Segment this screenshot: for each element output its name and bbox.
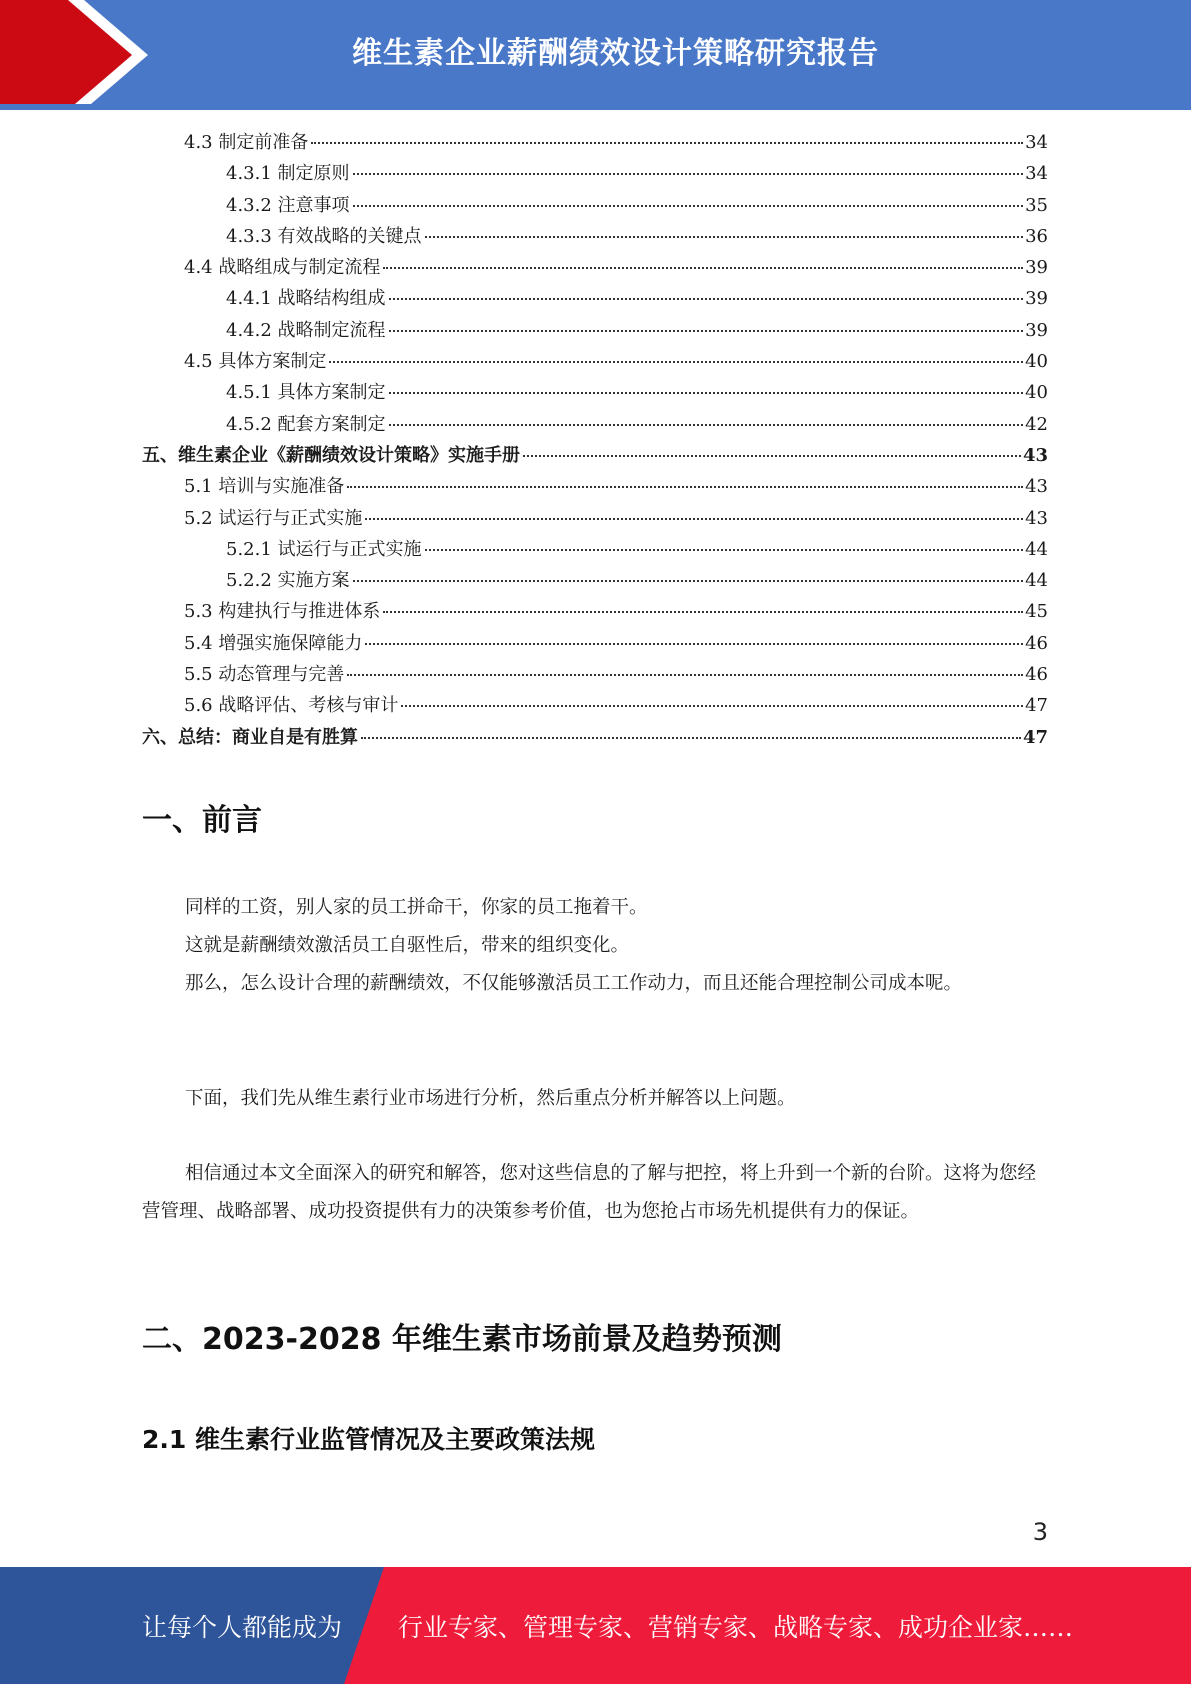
paragraph: 同样的工资，别人家的员工拼命干，你家的员工拖着干。 (185, 897, 648, 918)
toc-dot-leader (347, 486, 1023, 488)
toc-entry-title: 5.4 增强实施保障能力 (184, 632, 363, 654)
toc-dot-leader (353, 173, 1024, 175)
toc-entry[interactable] (142, 284, 1048, 315)
toc-entry-page: 40 (1025, 351, 1048, 373)
toc-entry[interactable] (142, 629, 1048, 660)
toc-dot-leader (347, 674, 1023, 676)
toc-dot-leader (389, 330, 1024, 332)
toc-entry[interactable] (142, 660, 1048, 691)
toc-entry-page: 34 (1025, 132, 1048, 153)
toc-entry[interactable] (142, 566, 1048, 597)
toc-entry-title: 5.3 构建执行与推进体系 (184, 601, 381, 623)
toc-entry-title: 4.4 战略组成与制定流程 (184, 257, 381, 279)
toc-entry-page: 47 (1025, 695, 1048, 717)
toc-entry-page: 43 (1022, 444, 1048, 466)
header-title: 维生素企业薪酬绩效设计策略研究报告 (352, 36, 879, 71)
toc-dot-leader (401, 705, 1023, 707)
toc-entry-title: 5.2.1 试运行与正式实施 (226, 538, 422, 560)
toc-entry-title: 4.5.2 配套方案制定 (226, 413, 386, 435)
toc-dot-leader (383, 267, 1023, 269)
toc-entry-title: 六、总结：商业自是有胜算 (142, 726, 358, 748)
toc-entry-title: 5.5 动态管理与完善 (184, 664, 345, 686)
toc-entry-title: 4.4.1 战略结构组成 (226, 288, 386, 310)
toc-entry[interactable] (142, 159, 1048, 190)
toc-dot-leader (365, 518, 1023, 520)
toc-entry[interactable] (142, 128, 1048, 159)
toc-dot-leader (365, 643, 1023, 645)
toc-entry[interactable] (142, 347, 1048, 378)
footer-slogan-left: 让每个人都能成为 (142, 1612, 343, 1642)
toc-entry-page: 43 (1025, 507, 1048, 529)
paragraph: 那么，怎么设计合理的薪酬绩效，不仅能够激活员工工作动力，而且还能合理控制公司成本呢。 (185, 973, 963, 994)
toc-entry[interactable] (142, 504, 1048, 535)
toc-entry-page: 39 (1025, 288, 1048, 310)
toc-dot-leader (361, 737, 1021, 739)
toc-dot-leader (329, 361, 1023, 363)
toc-entry[interactable] (142, 723, 1048, 754)
toc-dot-leader (389, 298, 1024, 300)
toc-entry-page: 44 (1025, 570, 1048, 592)
toc-entry-title: 五、维生素企业《薪酬绩效设计策略》实施手册 (142, 444, 520, 466)
toc-entry-page: 39 (1025, 257, 1048, 279)
toc-entry-title: 4.5 具体方案制定 (184, 351, 327, 373)
toc-entry-page: 40 (1025, 382, 1048, 404)
toc-entry-page: 46 (1025, 632, 1048, 654)
toc-entry-title: 4.4.2 战略制定流程 (226, 319, 386, 341)
toc-entry-title: 4.3.1 制定原则 (226, 163, 350, 185)
toc-entry-title: 5.6 战略评估、考核与审计 (184, 695, 399, 717)
toc-dot-leader (383, 611, 1023, 613)
toc-dot-leader (425, 549, 1024, 551)
toc-entry[interactable] (142, 535, 1048, 566)
page-number: 3 (1032, 1518, 1048, 1546)
toc-entry-page: 34 (1025, 163, 1048, 185)
toc-entry-title: 5.2.2 实施方案 (226, 570, 350, 592)
toc-entry[interactable] (142, 410, 1048, 441)
toc-dot-leader (389, 424, 1024, 426)
toc-entry[interactable] (142, 378, 1048, 409)
footer-slogan-right: 行业专家、管理专家、营销专家、战略专家、成功企业家…… (398, 1612, 1074, 1642)
toc-entry[interactable] (142, 191, 1048, 222)
toc-dot-leader (353, 580, 1024, 582)
toc-entry-title: 5.1 培训与实施准备 (184, 476, 345, 498)
toc-entry[interactable] (142, 691, 1048, 722)
paragraph: 这就是薪酬绩效激活员工自驱性后，带来的组织变化。 (185, 935, 630, 956)
toc-entry-title: 4.3 制定前准备 (184, 132, 309, 153)
paragraph: 相信通过本文全面深入的研究和解答，您对这些信息的了解与把控，将上升到一个新的台阶。这将为您经营管理、战略部署、成功投资提供有力的决策参考价值，也为您抢占市场先机提供有力的保证。 (142, 1163, 1037, 1222)
toc-entry-page: 43 (1025, 476, 1048, 498)
toc-dot-leader (523, 455, 1021, 457)
toc-entry[interactable] (142, 316, 1048, 347)
table-of-contents (142, 128, 1048, 754)
toc-entry-page: 42 (1025, 413, 1048, 435)
toc-entry-page: 36 (1025, 225, 1048, 247)
toc-dot-leader (311, 142, 1023, 144)
toc-entry-title: 4.3.2 注意事项 (226, 194, 350, 216)
toc-dot-leader (389, 392, 1024, 394)
toc-entry-page: 44 (1025, 538, 1048, 560)
toc-entry-page: 39 (1025, 319, 1048, 341)
toc-entry-title: 4.5.1 具体方案制定 (226, 382, 386, 404)
section-heading-preface: 一、前言 (142, 803, 262, 838)
toc-entry-title: 4.3.3 有效战略的关键点 (226, 225, 422, 247)
toc-dot-leader (425, 236, 1024, 238)
toc-entry-page: 46 (1025, 664, 1048, 686)
subsection-heading: 2.1 维生素行业监管情况及主要政策法规 (142, 1425, 595, 1454)
toc-entry[interactable] (142, 441, 1048, 472)
toc-entry-page: 47 (1022, 726, 1048, 748)
toc-entry[interactable] (142, 222, 1048, 253)
toc-entry[interactable] (142, 597, 1048, 628)
page-footer (0, 1567, 1191, 1684)
toc-entry-page: 45 (1025, 601, 1048, 623)
toc-dot-leader (353, 205, 1024, 207)
paragraph: 下面，我们先从维生素行业市场进行分析，然后重点分析并解答以上问题。 (185, 1088, 796, 1109)
section-heading-market-forecast: 二、2023-2028 年维生素市场前景及趋势预测 (142, 1322, 782, 1357)
toc-entry-title: 5.2 试运行与正式实施 (184, 507, 363, 529)
toc-entry[interactable] (142, 472, 1048, 503)
toc-entry[interactable] (142, 253, 1048, 284)
toc-entry-page: 35 (1025, 194, 1048, 216)
page-header (0, 0, 1191, 110)
